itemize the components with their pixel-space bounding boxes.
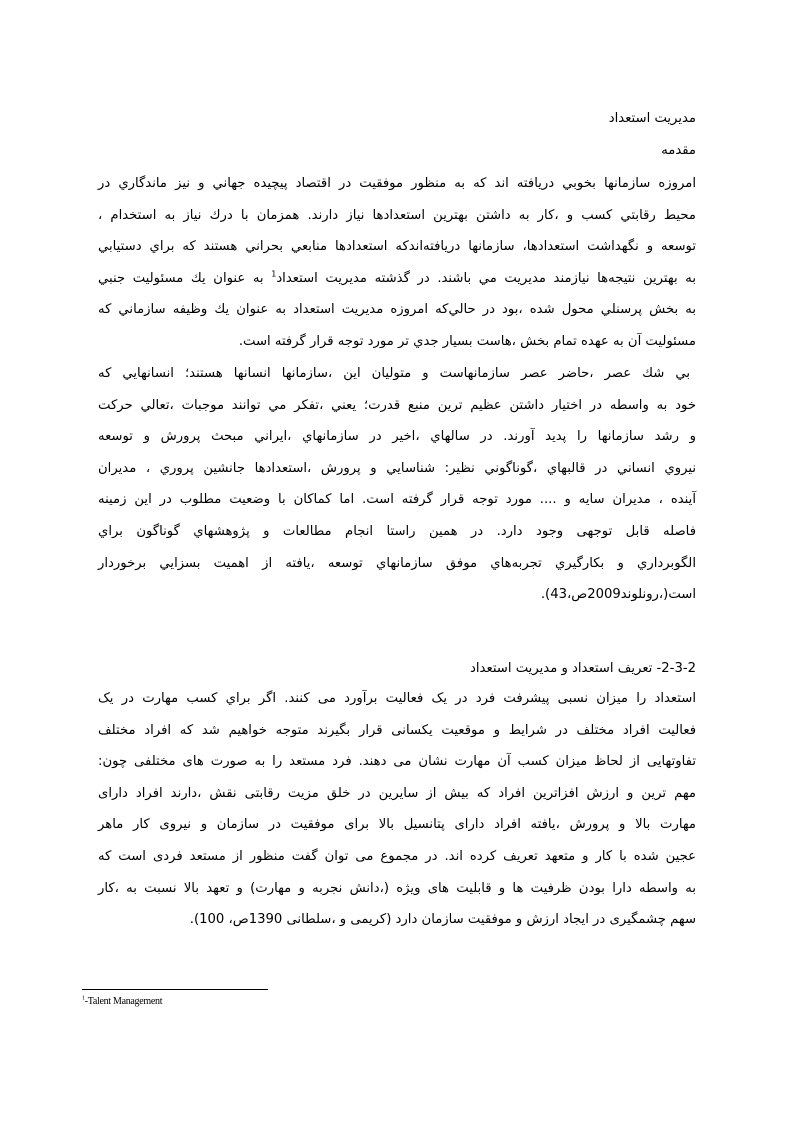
intro-heading: مقدمه [661, 143, 696, 158]
footnote-marker: 1 [82, 995, 85, 1002]
text-line: است(،رونلوند2009ص،43). [540, 587, 696, 603]
text-line: مهارت بالا و پرورش ،یافته افراد دارای پتانسیل بالا برای موفقیت در سازمان و نیروی کار ماهر [98, 817, 696, 833]
text-line: سهم چشمگیری در ایجاد ارزش و موفقیت سازمان دارد (کریمی و ،سلطانی 1390ص، 100). [189, 912, 696, 928]
text-segment: به بهترين نتيجه‌ها نيازمند مديريت مي باشند. در گذشته مديريت استعداد [276, 270, 697, 286]
text-line: نيروي انساني در قالبهاي ،گوناگوني نظير: شناسايي و پرورش ،استعدادها جانشين پروري ، مديران [98, 460, 696, 476]
text-segment: به عنوان يك مسئوليت جنبي [98, 270, 272, 286]
text-line: تفاوتهایی از لحاظ میزان کسب آن مهارت نشان می دهند. فرد مستعد را به صورت های مختلفی چون: [98, 754, 696, 770]
paragraph-introduction [98, 168, 696, 358]
text-line: فاصله قابل توجهی وجود دارد. در همين راستا انجام مطالعات و پژوهشهاي گوناگون براي [98, 523, 696, 539]
text-line: عجین شده با کار و متعهد تعریف کرده اند. در مجموع می توان گفت منظور از مستعد فردی است که [98, 848, 696, 864]
text-line: فعالیت افراد مختلف در شرایط و موقعیت یکسانی قرار بگیرند متوجه خواهیم شد که افراد مختلف [98, 722, 696, 738]
text-line-with-footnote [98, 263, 696, 295]
text-line: امروزه سازمانها بخوبي دريافته اند كه به منظور موفقيت در اقتصاد پيچيده جهاني و نيز ماندگاري در [98, 176, 696, 191]
text-line: الگوبرداري و بكارگيري تجربه‌هاي موفق سازمانهاي توسعه ،يافته از اهميت بسزايي برخوردار [98, 555, 696, 571]
text-line: به واسطه دارا بودن ظرفیت ها و قابلیت های ویژه (،دانش نجربه و مهارت) و تعهد بالا نسبت به ،کار [98, 880, 696, 896]
text-line: توسعه و نگهداشت استعدادها، سازمانها دريافته‌اندكه استعدادها منابعي بحراني هستند كه براي دستيابي [98, 239, 696, 255]
text-line: و رشد سازمانها را پديد آورند. در سالهاي ،اخير در سازمانهاي ،ايراني مبحث پرورش و توسعه [98, 429, 696, 445]
text-line: استعداد را میزان نسبی پیشرفت فرد در یک فعالیت برآورد می کنند. اگر براي كسب مهارت در یک [98, 691, 696, 706]
footnote-reference[interactable]: 1 [271, 269, 277, 279]
text-line: بي شك عصر ،حاضر عصر سازمانهاست و متوليان اين ،سازمانها انسانها هستند؛ انسانهايي كه [98, 366, 690, 381]
text-line: مسئوليت آن به عهده تمام بخش ،هاست بسيار جدي تر مورد توجه قرار گرفته است. [238, 333, 696, 349]
paragraph-talent-definition [98, 683, 696, 936]
text-line: خود به واسطه در اختيار داشتن عظيم ترين منبع قدرت؛ يعني ،تفكر مي توانند موجبات ،تعالي حركت [98, 397, 696, 413]
paragraph-era-of-organizations [98, 358, 696, 611]
document-title: مديريت استعداد [608, 111, 696, 126]
footnote-separator [82, 989, 268, 990]
section-heading: 2-3-2- تعريف استعداد و مديريت استعداد [470, 661, 696, 676]
footnote [82, 996, 162, 1007]
text-line: مهم ترین و ارزش افزاترین افراد که بیش از سایرین در خلق مزیت رقابتی نقش ،دارند افراد دارای [98, 785, 696, 801]
text-line: به بخش پرسنلي محول شده ،بود در حالي‌كه امروزه مديريت استعداد به عنوان يك وظيفه سازماني كه [98, 302, 696, 318]
footnote-text: -Talent Management [84, 996, 163, 1007]
text-line: محيط رقابتي كسب و ،كار به داشتن بهترين استعدادها نياز دارند. همزمان با درك نياز به استخدام ، [98, 207, 696, 223]
text-line: آينده ، مديران سايه و .... مورد توجه قرار گرفته است. اما كماكان با وضعيت مطلوب در اين زمينه [98, 492, 696, 508]
